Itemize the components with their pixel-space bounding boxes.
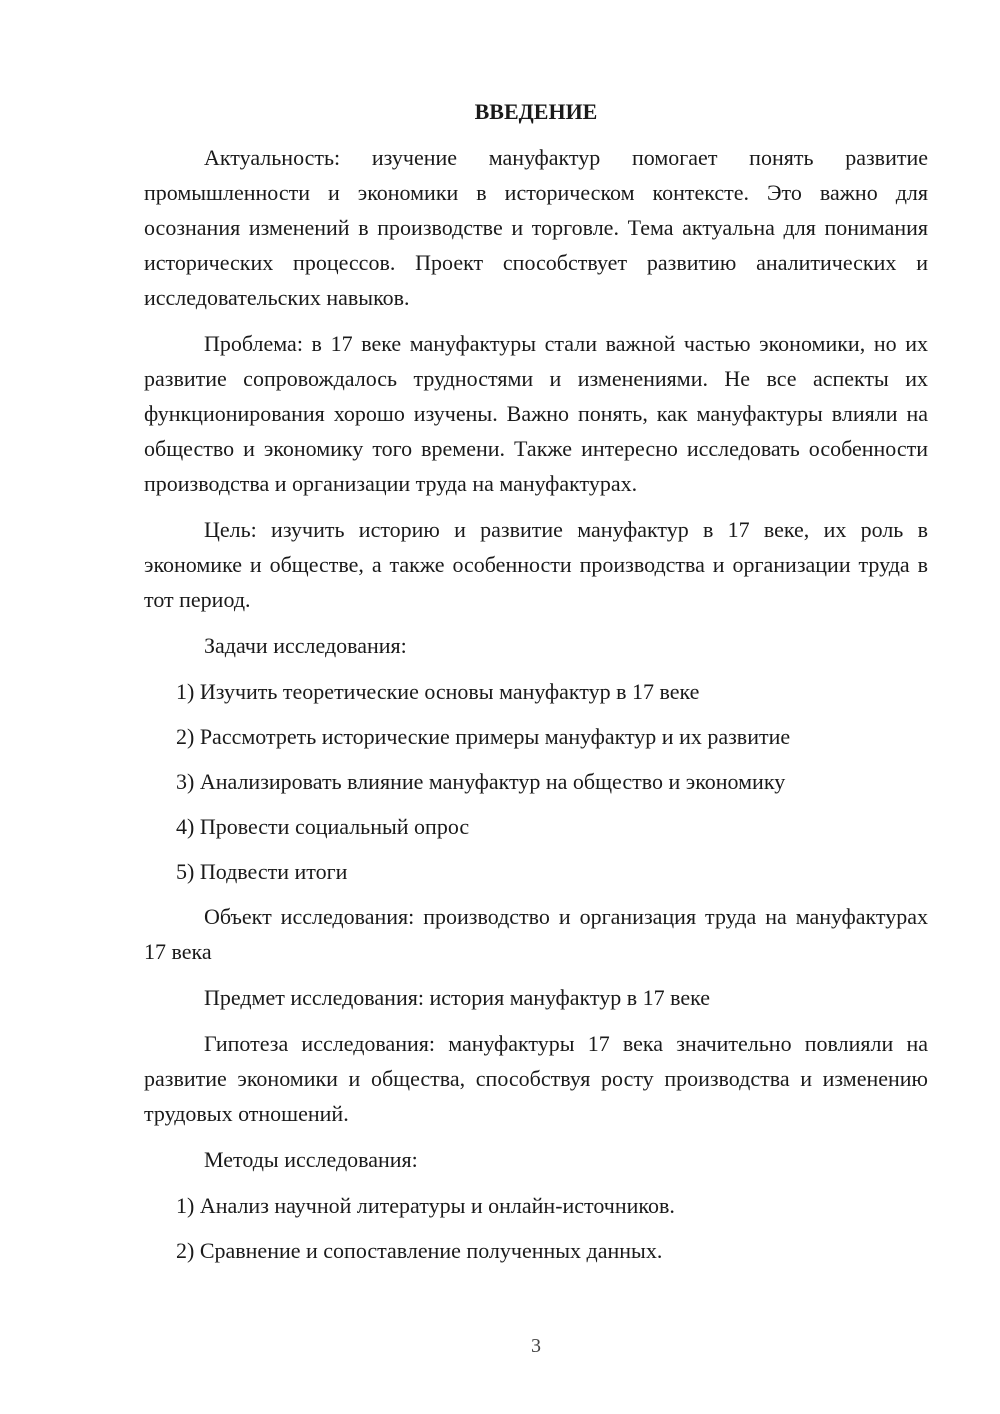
task-item-3: 3) Анализировать влияние мануфактур на общество и экономику	[176, 769, 786, 794]
subject-paragraph: Предмет исследования: история мануфактур в 17 веке	[204, 985, 711, 1010]
document-body	[144, 94, 928, 1278]
task-item-2: 2) Рассмотреть исторические примеры мануфактур и их развитие	[176, 724, 791, 749]
method-item-2: 2) Сравнение и сопоставление полученных данных.	[176, 1238, 663, 1263]
method-item-1: 1) Анализ научной литературы и онлайн-источников.	[176, 1193, 675, 1218]
goal-paragraph: Цель: изучить историю и развитие мануфактур в 17 веке, их роль в экономике и обществе, а также особенности производства и организации труда в тот период.	[144, 517, 928, 612]
object-paragraph: Объект исследования: производство и организация труда на мануфактурах 17 века	[144, 904, 928, 964]
methods-list	[144, 1188, 928, 1268]
page-number: 3	[531, 1335, 541, 1357]
tasks-list	[144, 674, 928, 889]
problem-paragraph: Проблема: в 17 веке мануфактуры стали важной частью экономики, но их развитие сопровождалось трудностями и изменениями. Не все аспекты их функционирования хорошо изучены. Важно понять, как мануфактуры влияли на общество и экономику того времени. Также интересно исследовать особенности производства и организации труда на мануфактурах.	[144, 331, 928, 496]
relevance-paragraph: Актуальность: изучение мануфактур помогает понять развитие промышленности и экономики в историческом контексте. Это важно для осознания изменений в производстве и торговле. Тема актуальна для понимания исторических процессов. Проект способствует развитию аналитических и исследовательских навыков.	[144, 145, 928, 310]
tasks-heading: Задачи исследования:	[204, 633, 407, 658]
task-item-1: 1) Изучить теоретические основы мануфактур в 17 веке	[176, 679, 700, 704]
task-item-4: 4) Провести социальный опрос	[176, 814, 470, 839]
hypothesis-paragraph: Гипотеза исследования: мануфактуры 17 века значительно повлияли на развитие экономики и общества, способствуя росту производства и изменению трудовых отношений.	[144, 1031, 928, 1126]
methods-heading: Методы исследования:	[204, 1147, 418, 1172]
task-item-5: 5) Подвести итоги	[176, 859, 348, 884]
page-title: ВВЕДЕНИЕ	[474, 99, 598, 124]
